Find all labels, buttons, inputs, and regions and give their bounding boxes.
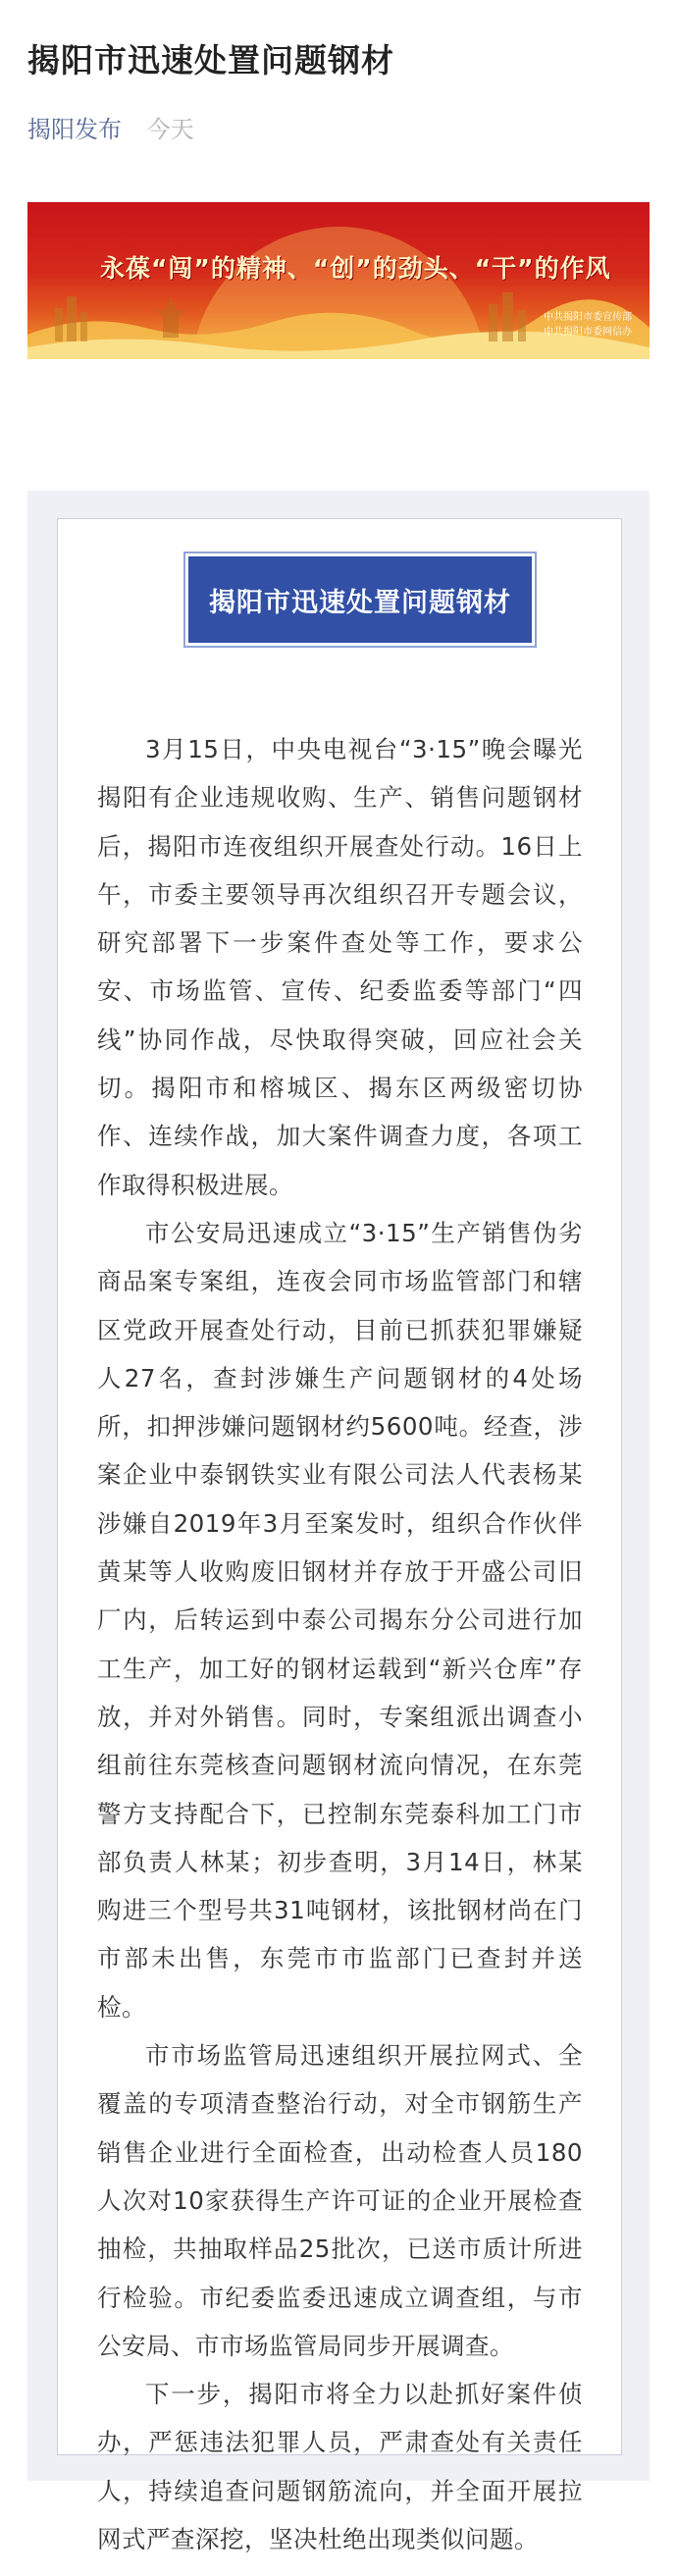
article-meta	[27, 110, 194, 144]
content-card	[57, 518, 622, 2553]
article-body	[97, 725, 583, 2563]
banner-org-line: 中共揭阳市委宣传部	[544, 312, 632, 323]
paragraph: 市市场监管局迅速组织开展拉网式、全覆盖的专项清查整治行动，对全市钢筋生产销售企业进行全面检查，出动检查人员180人次对10家获得生产许可证的企业开展检查抽检，共抽取样品25批次，已送市质计所进行检验。市纪委监委迅速成立调查组，与市公安局、市市场监管局同步开展调查。	[97, 2041, 583, 2360]
article-title: 揭阳市迅速处置问题钢材	[27, 41, 394, 79]
banner-org-line: 中共揭阳市委网信办	[544, 327, 632, 338]
content-frame	[27, 491, 650, 2553]
banner-org	[544, 310, 632, 340]
banner-slogan: 永葆“闯”的精神、“创”的劲头、“干”的作风	[100, 254, 611, 283]
content-heading: 揭阳市迅速处置问题钢材	[185, 553, 535, 646]
paragraph: 3月15日，中央电视台“3·15”晚会曝光揭阳有企业违规收购、生产、销售问题钢材后，揭阳市连夜组织开展查处行动。16日上午，市委主要领导再次组织召开专题会议，研究部署下一步案件查处等工作，要求公安、市场监管、宣传、纪委监委等部门“四线”协同作战，尽快取得突破，回应社会关切。揭阳市和榕城区、揭东区两级密切协作、连续作战，加大案件调查力度，各项工作取得积极进展。	[97, 735, 583, 1199]
paragraph: 市公安局迅速成立“3·15”生产销售伪劣商品案专案组，连夜会同市场监管部门和辖区党政开展查处行动，目前已抓获犯罪嫌疑人27名，查封涉嫌生产问题钢材的4处场所，扣押涉嫌问题钢材约5600吨。经查，涉案企业中泰钢铁实业有限公司法人代表杨某涉嫌自2019年3月至案发时，组织合作伙伴黄某等人收购废旧钢材并存放于开盛公司旧厂内，后转运到中泰公司揭东分公司进行加工生产，加工好的钢材运载到“新兴仓库”存放，并对外销售。同时，专案组派出调查小组前往东莞核查问题钢材流向情况，在东莞警方支持配合下，已控制东莞泰科加工门市部负责人林某；初步查明，3月14日，林某购进三个型号共31吨钢材，该批钢材尚在门市部未出售，东莞市市监部门已查封并送检。	[97, 1218, 583, 2022]
header-banner	[27, 202, 650, 359]
author-link[interactable]: 揭阳发布	[27, 116, 122, 143]
paragraph: 下一步，揭阳市将全力以赴抓好案件侦办，严惩违法犯罪人员，严肃查处有关责任人，持续追查问题钢筋流向，并全面开展拉网式严查深挖，坚决杜绝出现类似问题。	[97, 2380, 583, 2553]
publish-time: 今天	[146, 116, 194, 143]
